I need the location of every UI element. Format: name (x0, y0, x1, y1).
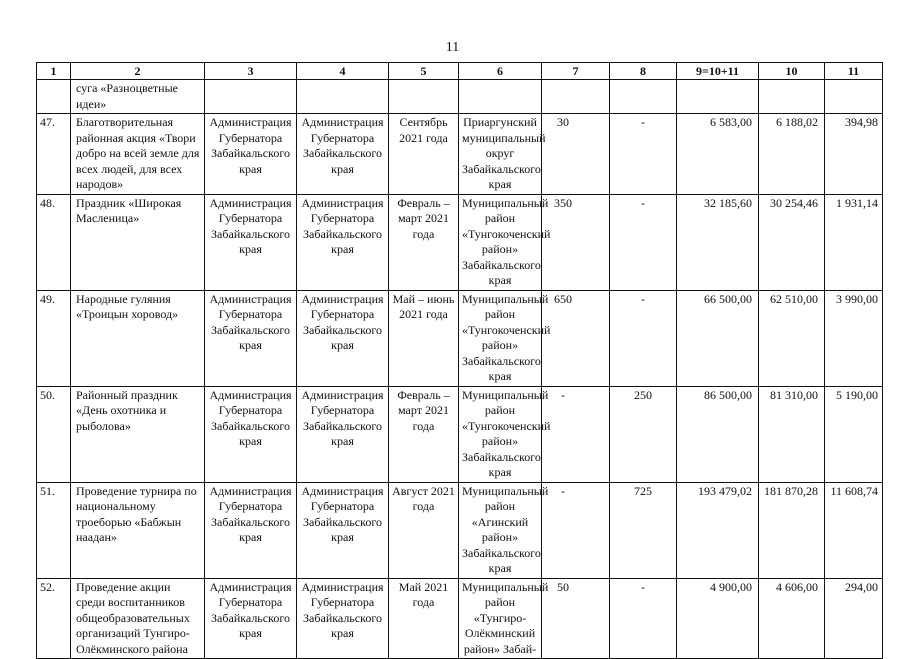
col11-value: 394,98 (825, 114, 883, 195)
col7-value: 650 (542, 290, 610, 386)
col7-value: 30 (542, 114, 610, 195)
row-number: 51. (37, 482, 71, 578)
row-number: 48. (37, 194, 71, 290)
table-row (37, 194, 883, 290)
header-cell: 1 (37, 63, 71, 80)
event-date: Август 2021 года (389, 482, 459, 578)
col8-value: - (610, 290, 677, 386)
event-name: Народные гуляния «Троицын хоровод» (71, 290, 205, 386)
event-place: Приаргунский муниципальный округ Забайкальского края (459, 114, 542, 195)
event-name: Благотворительная районная акция «Твори добро на всей земле для всех людей, для всех народов» (71, 114, 205, 195)
executor: Администрация Губернатора Забайкальского края (297, 578, 389, 659)
col8-value: - (610, 114, 677, 195)
col10-value: 181 870,28 (759, 482, 825, 578)
col8-value: 250 (610, 386, 677, 482)
table-row (37, 386, 883, 482)
col9-value: 193 479,02 (677, 482, 759, 578)
col11-value: 11 608,74 (825, 482, 883, 578)
col9-value: 4 900,00 (677, 578, 759, 659)
col10-value: 30 254,46 (759, 194, 825, 290)
event-place: Муниципальный район «Тунгокоченский район» Забайкальского края (459, 290, 542, 386)
header-cell: 9=10+11 (677, 63, 759, 80)
header-row (37, 63, 883, 80)
executor: Администрация Губернатора Забайкальского края (297, 386, 389, 482)
row-number: 52. (37, 578, 71, 659)
header-cell: 2 (71, 63, 205, 80)
organizer: Администрация Губернатора Забайкальского края (205, 114, 297, 195)
event-name: Районный праздник «День охотника и рыболова» (71, 386, 205, 482)
header-cell: 6 (459, 63, 542, 80)
event-date: Май 2021 года (389, 578, 459, 659)
organizer: Администрация Губернатора Забайкальского края (205, 194, 297, 290)
table-row (37, 114, 883, 195)
col11-value: 5 190,00 (825, 386, 883, 482)
col7-value: 50 (542, 578, 610, 659)
event-name: Проведение турнира по национальному троеборью «Бабжын наадан» (71, 482, 205, 578)
event-date: Февраль – март 2021 года (389, 194, 459, 290)
executor: Администрация Губернатора Забайкальского края (297, 482, 389, 578)
executor: Администрация Губернатора Забайкальского края (297, 290, 389, 386)
page-number: 11 (445, 40, 460, 55)
organizer: Администрация Губернатора Забайкальского края (205, 290, 297, 386)
header-cell: 3 (205, 63, 297, 80)
events-table (36, 62, 883, 659)
col11-value: 3 990,00 (825, 290, 883, 386)
event-place: Муниципальный район «Тунгиро-Олёкминский район» Забай- (459, 578, 542, 659)
table-row (37, 482, 883, 578)
organizer: Администрация Губернатора Забайкальского края (205, 578, 297, 659)
executor: Администрация Губернатора Забайкальского края (297, 194, 389, 290)
row-number: 50. (37, 386, 71, 482)
col7-value: - (542, 386, 610, 482)
event-name: суга «Разноцветные идеи» (71, 80, 205, 114)
header-cell: 7 (542, 63, 610, 80)
col10-value: 81 310,00 (759, 386, 825, 482)
row-number: 47. (37, 114, 71, 195)
col7-value: - (542, 482, 610, 578)
event-date: Сентябрь 2021 года (389, 114, 459, 195)
table-row (37, 290, 883, 386)
col8-value: - (610, 578, 677, 659)
col10-value: 4 606,00 (759, 578, 825, 659)
col9-value: 66 500,00 (677, 290, 759, 386)
col11-value: 1 931,14 (825, 194, 883, 290)
header-cell: 8 (610, 63, 677, 80)
row-number: 49. (37, 290, 71, 386)
header-cell: 11 (825, 63, 883, 80)
header-cell: 5 (389, 63, 459, 80)
event-name: Праздник «Широкая Масленица» (71, 194, 205, 290)
col10-value: 6 188,02 (759, 114, 825, 195)
event-place: Муниципальный район «Тунгокоченский район» Забайкальского края (459, 194, 542, 290)
col7-value: 350 (542, 194, 610, 290)
col9-value: 86 500,00 (677, 386, 759, 482)
header-cell: 4 (297, 63, 389, 80)
col9-value: 6 583,00 (677, 114, 759, 195)
event-date: Май – июнь 2021 года (389, 290, 459, 386)
col10-value: 62 510,00 (759, 290, 825, 386)
continuation-row (37, 80, 883, 114)
event-date: Февраль – март 2021 года (389, 386, 459, 482)
organizer: Администрация Губернатора Забайкальского края (205, 482, 297, 578)
header-cell: 10 (759, 63, 825, 80)
event-name: Проведение акции среди воспитанников общеобразовательных организаций Тунгиро-Олёкминского района (71, 578, 205, 659)
executor: Администрация Губернатора Забайкальского края (297, 114, 389, 195)
event-place: Муниципальный район «Агинский район» Забайкальского края (459, 482, 542, 578)
event-place: Муниципальный район «Тунгокоченский район» Забайкальского края (459, 386, 542, 482)
col8-value: - (610, 194, 677, 290)
col9-value: 32 185,60 (677, 194, 759, 290)
organizer: Администрация Губернатора Забайкальского края (205, 386, 297, 482)
col11-value: 294,00 (825, 578, 883, 659)
table-row (37, 578, 883, 659)
col8-value: 725 (610, 482, 677, 578)
